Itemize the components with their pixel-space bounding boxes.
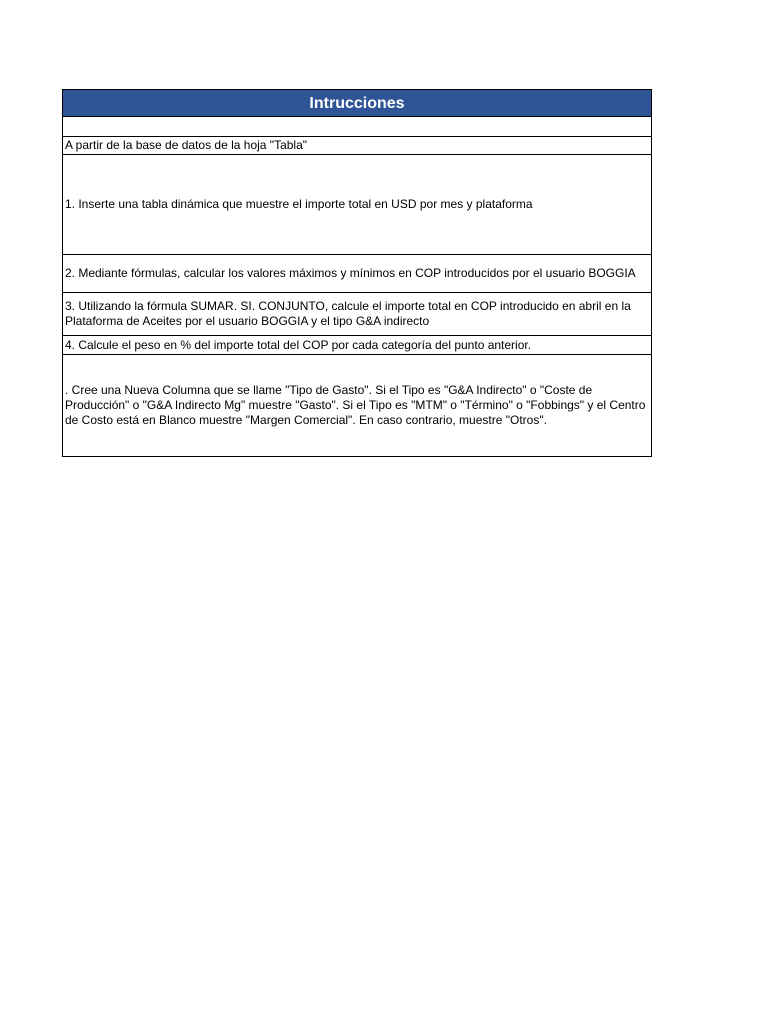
step-2-text: 2. Mediante fórmulas, calcular los valores máximos y mínimos en COP introducidos por el usuario BOGGIA	[65, 266, 636, 280]
step-3-text: 3. Utilizando la fórmula SUMAR. SI. CONJUNTO, calcule el importe total en COP introducido en abril en la Plataforma de Aceites por el usuario BOGGIA y el tipo G&A indirecto	[65, 299, 631, 328]
intro-cell[interactable]	[62, 137, 652, 155]
instructions-title: Intrucciones	[309, 94, 405, 112]
step-1-cell[interactable]	[62, 155, 652, 255]
blank-cell[interactable]	[62, 117, 652, 137]
step-5-cell[interactable]	[62, 355, 652, 457]
step-4-cell[interactable]	[62, 336, 652, 355]
step-5-text: . Cree una Nueva Columna que se llame "Tipo de Gasto". Si el Tipo es "G&A Indirecto" o "Coste de Producción" o "G&A Indirecto Mg" muestre "Gasto". Si el Tipo es "MTM" o "Término" o "Fobbings" y el Centro de Costo está en Blanco muestre "Margen Comercial". En caso contrario, muestre "Otros".	[65, 383, 646, 427]
step-3-cell[interactable]	[62, 293, 652, 336]
step-2-cell[interactable]	[62, 255, 652, 293]
instructions-table	[62, 89, 652, 457]
intro-text: A partir de la base de datos de la hoja "Tabla"	[65, 138, 308, 152]
step-1-text: 1. Inserte una tabla dinámica que muestre el importe total en USD por mes y plataforma	[65, 197, 533, 211]
step-4-text: 4. Calcule el peso en % del importe total del COP por cada categoría del punto anterior.	[65, 337, 532, 352]
header-cell[interactable]	[62, 89, 652, 117]
